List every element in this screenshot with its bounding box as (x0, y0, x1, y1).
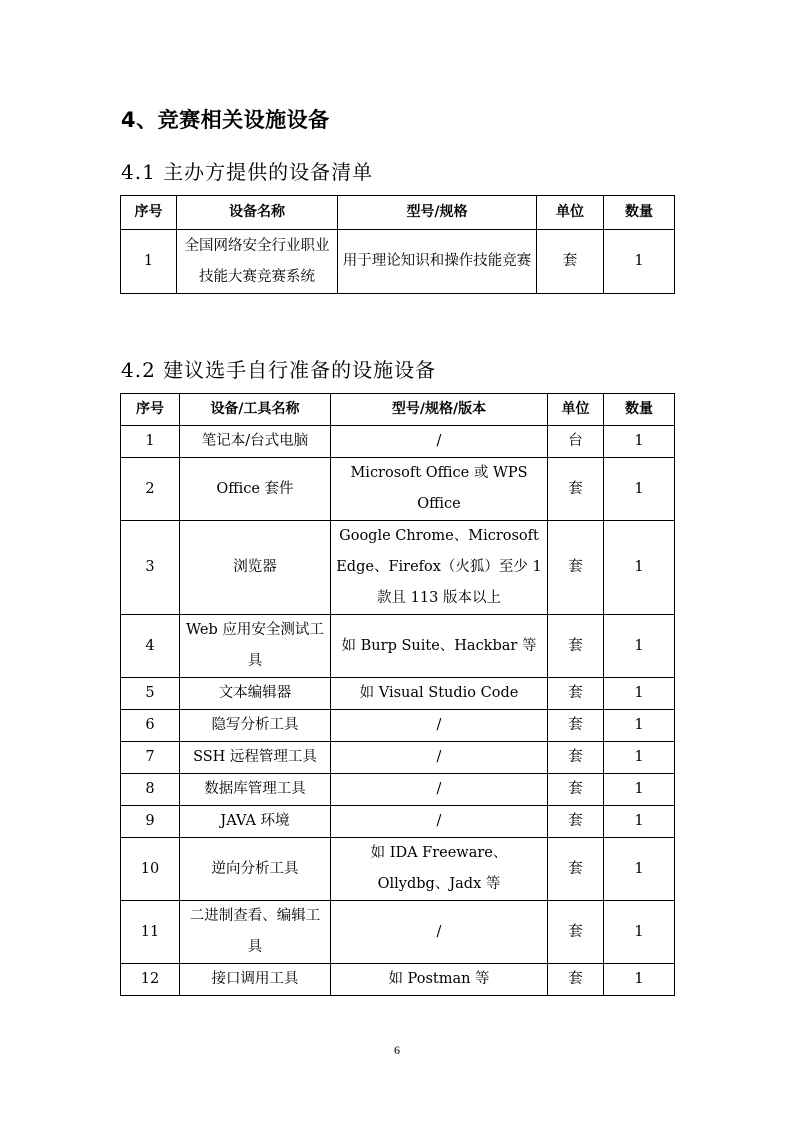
cell-unit: 套 (548, 521, 604, 615)
cell-unit: 套 (548, 615, 604, 678)
cell-spec: / (331, 774, 548, 806)
col-header-index: 序号 (121, 394, 180, 426)
table-row (121, 806, 675, 838)
cell-name: 二进制查看、编辑工具 (180, 901, 331, 964)
table-row (121, 230, 675, 294)
cell-spec: / (331, 806, 548, 838)
cell-index: 11 (121, 901, 180, 964)
cell-unit: 套 (548, 678, 604, 710)
table-row (121, 615, 675, 678)
cell-spec: 用于理论知识和操作技能竞赛 (338, 230, 537, 294)
cell-unit: 套 (537, 230, 604, 294)
table-row (121, 742, 675, 774)
table-row (121, 458, 675, 521)
cell-unit: 套 (548, 901, 604, 964)
cell-qty: 1 (604, 426, 675, 458)
cell-qty: 1 (604, 678, 675, 710)
cell-unit: 套 (548, 774, 604, 806)
cell-qty: 1 (604, 230, 675, 294)
cell-index: 6 (121, 710, 180, 742)
col-header-name: 设备/工具名称 (180, 394, 331, 426)
cell-spec: / (331, 710, 548, 742)
cell-qty: 1 (604, 774, 675, 806)
cell-index: 8 (121, 774, 180, 806)
table-row (121, 964, 675, 996)
table-header-row (121, 394, 675, 426)
cell-index: 2 (121, 458, 180, 521)
cell-spec: 如 Postman 等 (331, 964, 548, 996)
cell-name: SSH 远程管理工具 (180, 742, 331, 774)
cell-unit: 台 (548, 426, 604, 458)
cell-qty: 1 (604, 742, 675, 774)
cell-name: 逆向分析工具 (180, 838, 331, 901)
recommended-equipment-table (120, 393, 675, 996)
subsection-title-recommended: 4.2 建议选手自行准备的设施设备 (121, 358, 437, 382)
cell-qty: 1 (604, 521, 675, 615)
cell-name: 接口调用工具 (180, 964, 331, 996)
cell-qty: 1 (604, 964, 675, 996)
table-row (121, 838, 675, 901)
cell-spec: Google Chrome、Microsoft Edge、Firefox（火狐）至少 1 款且 113 版本以上 (331, 521, 548, 615)
cell-spec: 如 Burp Suite、Hackbar 等 (331, 615, 548, 678)
cell-index: 3 (121, 521, 180, 615)
cell-qty: 1 (604, 458, 675, 521)
cell-spec: / (331, 901, 548, 964)
cell-name: 文本编辑器 (180, 678, 331, 710)
cell-unit: 套 (548, 710, 604, 742)
cell-qty: 1 (604, 615, 675, 678)
col-header-spec: 型号/规格/版本 (331, 394, 548, 426)
cell-qty: 1 (604, 806, 675, 838)
cell-spec: 如 Visual Studio Code (331, 678, 548, 710)
col-header-qty: 数量 (604, 394, 675, 426)
cell-index: 1 (121, 230, 177, 294)
cell-name: 隐写分析工具 (180, 710, 331, 742)
cell-name: 浏览器 (180, 521, 331, 615)
cell-spec: 如 IDA Freeware、Ollydbg、Jadx 等 (331, 838, 548, 901)
cell-index: 12 (121, 964, 180, 996)
subsection-title-provided: 4.1 主办方提供的设备清单 (121, 160, 374, 184)
page-number: 6 (394, 1043, 400, 1057)
cell-spec: / (331, 742, 548, 774)
cell-name: 笔记本/台式电脑 (180, 426, 331, 458)
table-row (121, 521, 675, 615)
cell-unit: 套 (548, 964, 604, 996)
col-header-name: 设备名称 (177, 196, 338, 230)
col-header-unit: 单位 (548, 394, 604, 426)
cell-name: Office 套件 (180, 458, 331, 521)
provided-equipment-table (120, 195, 675, 294)
cell-unit: 套 (548, 742, 604, 774)
cell-qty: 1 (604, 838, 675, 901)
cell-qty: 1 (604, 901, 675, 964)
cell-spec: Microsoft Office 或 WPS Office (331, 458, 548, 521)
cell-name: JAVA 环境 (180, 806, 331, 838)
table-row (121, 774, 675, 806)
cell-index: 7 (121, 742, 180, 774)
col-header-unit: 单位 (537, 196, 604, 230)
table-row (121, 678, 675, 710)
table-header-row (121, 196, 675, 230)
cell-index: 4 (121, 615, 180, 678)
cell-spec: / (331, 426, 548, 458)
cell-unit: 套 (548, 806, 604, 838)
table-row (121, 426, 675, 458)
cell-unit: 套 (548, 838, 604, 901)
cell-name: 全国网络安全行业职业技能大赛竞赛系统 (177, 230, 338, 294)
cell-index: 10 (121, 838, 180, 901)
cell-index: 1 (121, 426, 180, 458)
cell-qty: 1 (604, 710, 675, 742)
section-title: 4、竞赛相关设施设备 (121, 108, 330, 132)
cell-name: Web 应用安全测试工具 (180, 615, 331, 678)
cell-index: 9 (121, 806, 180, 838)
col-header-qty: 数量 (604, 196, 675, 230)
cell-index: 5 (121, 678, 180, 710)
cell-unit: 套 (548, 458, 604, 521)
table-row (121, 710, 675, 742)
col-header-index: 序号 (121, 196, 177, 230)
col-header-spec: 型号/规格 (338, 196, 537, 230)
table-row (121, 901, 675, 964)
cell-name: 数据库管理工具 (180, 774, 331, 806)
